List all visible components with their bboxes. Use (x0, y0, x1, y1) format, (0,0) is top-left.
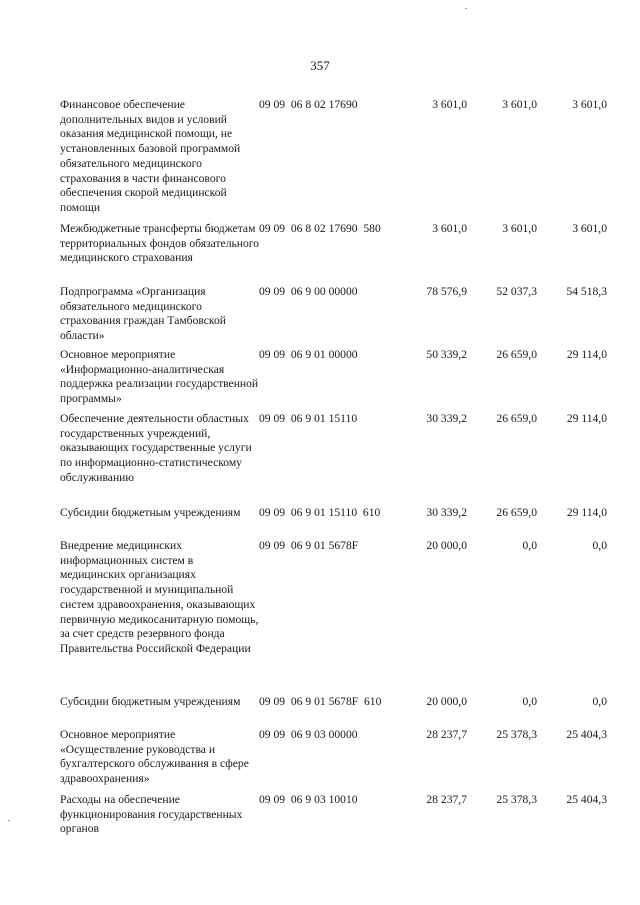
row-name: Обеспечение деятельности областных государственных учреждений, оказывающих государственные услуги по информационно-статистическому обслуживанию (60, 412, 252, 484)
value-col-2: 3 601,0 (502, 98, 537, 111)
scan-speck (465, 8, 467, 9)
row-name: Основное мероприятие «Осуществление руководства и бухгалтерского обслуживания в сфере здравоохранения» (60, 728, 249, 786)
value-col-2: 26 659,0 (496, 412, 537, 425)
value-col-1: 28 237,7 (426, 728, 467, 741)
row-code: 09 09 06 9 00 00000 (259, 285, 358, 298)
value-col-2: 52 037,3 (496, 285, 537, 298)
row-code: 09 09 06 9 01 15110 610 (259, 506, 381, 519)
row-name: Внедрение медицинских информационных систем в медицинских организациях государственной и муниципальной систем здравоохранения, оказывающих первичную медикосанитарную помощь, за счет средств резервного фонда Правительства Российской Федерации (60, 539, 259, 655)
value-col-1: 28 237,7 (426, 793, 467, 806)
row-name: Финансовое обеспечение дополнительных видов и условий оказания медицинской помощи, не установленных базовой программой обязательного медицинского страхования в части финансового обеспечения скорой медицинской помощи (60, 98, 241, 214)
row-name: Расходы на обеспечение функционирования государственных органов (60, 793, 243, 836)
value-col-1: 30 339,2 (426, 412, 467, 425)
value-col-1: 3 601,0 (432, 222, 467, 235)
value-col-2: 0,0 (522, 539, 537, 552)
row-code: 09 09 06 8 02 17690 (259, 98, 358, 111)
value-col-2: 0,0 (522, 695, 537, 708)
value-col-1: 3 601,0 (432, 98, 467, 111)
value-col-3: 3 601,0 (572, 98, 607, 111)
value-col-3: 0,0 (592, 539, 607, 552)
value-col-1: 78 576,9 (426, 285, 467, 298)
value-col-3: 25 404,3 (566, 728, 607, 741)
value-col-1: 30 339,2 (426, 506, 467, 519)
row-code: 09 09 06 8 02 17690 580 (259, 222, 381, 235)
value-col-3: 29 114,0 (566, 506, 607, 519)
value-col-2: 26 659,0 (496, 348, 537, 361)
row-code: 09 09 06 9 01 5678F 610 (259, 695, 382, 708)
value-col-3: 54 518,3 (566, 285, 607, 298)
row-code: 09 09 06 9 03 00000 (259, 728, 358, 741)
row-code: 09 09 06 9 01 5678F (259, 539, 359, 552)
row-name: Межбюджетные трансферты бюджетам территориальных фондов обязательного медицинского страхования (60, 222, 260, 265)
row-code: 09 09 06 9 01 00000 (259, 348, 358, 361)
value-col-3: 3 601,0 (572, 222, 607, 235)
value-col-3: 0,0 (592, 695, 607, 708)
row-code: 09 09 06 9 03 10010 (259, 793, 358, 806)
value-col-2: 3 601,0 (502, 222, 537, 235)
value-col-3: 29 114,0 (566, 412, 607, 425)
page-number: 357 (310, 58, 330, 73)
scan-speck (8, 820, 10, 821)
value-col-3: 29 114,0 (566, 348, 607, 361)
row-name: Подпрограмма «Организация обязательного медицинского страхования граждан Тамбовской области» (60, 285, 226, 343)
value-col-1: 20 000,0 (426, 539, 467, 552)
row-name: Субсидии бюджетным учреждениям (60, 695, 241, 708)
value-col-2: 25 378,3 (496, 793, 537, 806)
row-name: Основное мероприятие «Информационно-аналитическая поддержка реализации государственной программы» (60, 348, 259, 406)
value-col-2: 26 659,0 (496, 506, 537, 519)
value-col-1: 50 339,2 (426, 348, 467, 361)
value-col-1: 20 000,0 (426, 695, 467, 708)
value-col-3: 25 404,3 (566, 793, 607, 806)
row-code: 09 09 06 9 01 15110 (259, 412, 358, 425)
value-col-2: 25 378,3 (496, 728, 537, 741)
row-name: Субсидии бюджетным учреждениям (60, 506, 241, 519)
